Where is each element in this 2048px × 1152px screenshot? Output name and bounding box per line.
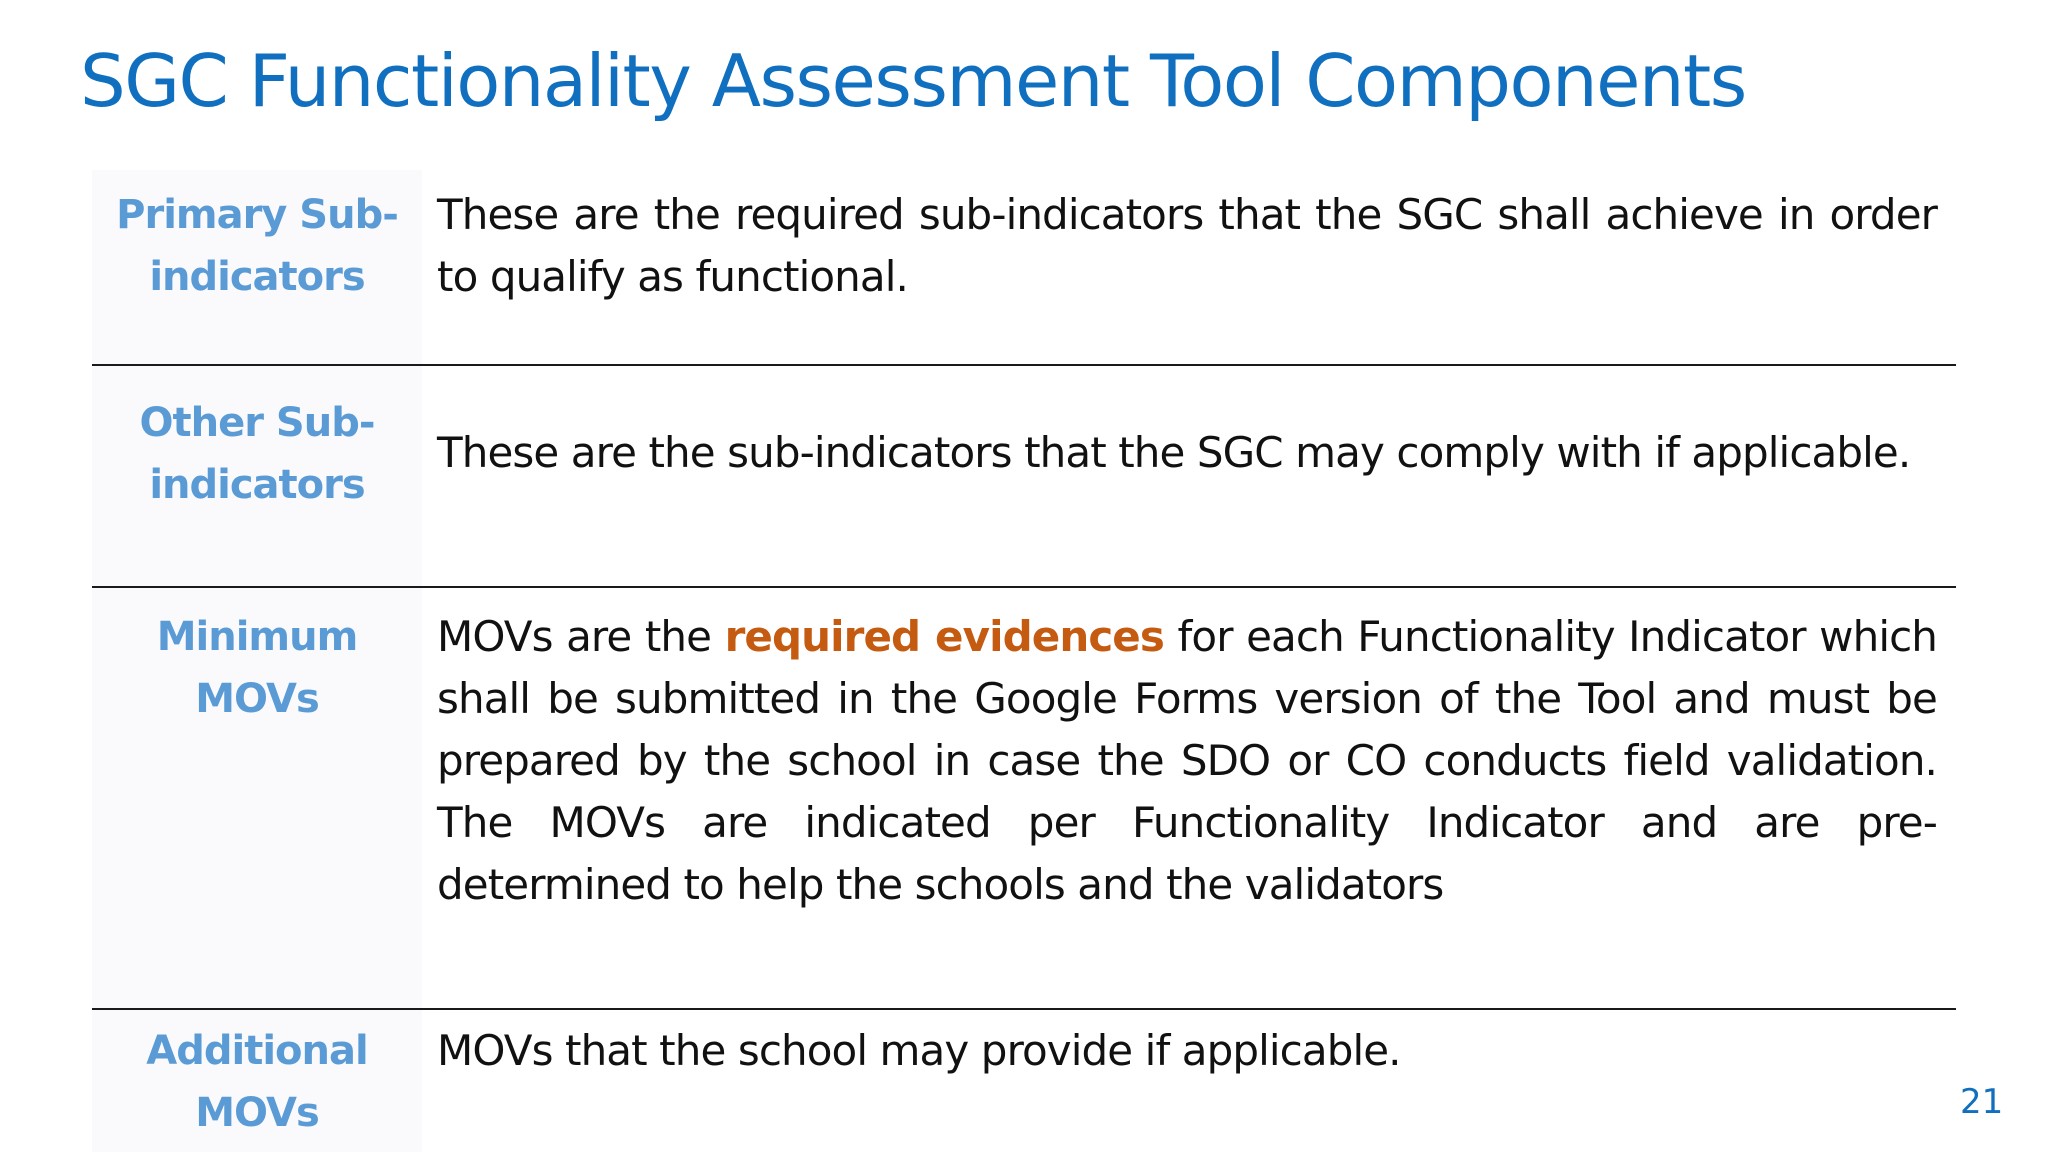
term-additional-movs: Additional MOVs — [146, 1028, 368, 1136]
term-minimum-movs: Minimum MOVs — [156, 614, 358, 722]
definition-minimum-movs — [437, 606, 1937, 916]
term-cell — [92, 170, 422, 364]
term-primary-sub-indicators: Primary Sub- indicators — [116, 192, 398, 300]
term-other-sub-indicators: Other Sub- indicators — [139, 400, 375, 508]
term-cell — [92, 366, 422, 586]
term-cell — [92, 588, 422, 1008]
component-row-primary-sub-indicators — [92, 170, 1956, 366]
definition-primary-sub-indicators: These are the required sub-indicators that the SGC shall achieve in order to qualify as functional. — [437, 190, 1937, 301]
slide-number: 21 — [1960, 1082, 2004, 1122]
slide-title: SGC Functionality Assessment Tool Components — [80, 39, 1746, 123]
definition-text: for each Functionality Indicator which shall be submitted in the Google Forms version of the Tool and must be prepared by the school in case the SDO or CO conducts field validation. The MOVs are indicated per Functionality Indicator and are pre-determined to help the schools and the validators — [437, 612, 1938, 909]
definition-other-sub-indicators: These are the sub-indicators that the SGC may comply with if applicable. — [437, 428, 1911, 477]
component-row-additional-movs — [92, 1010, 1956, 1152]
components-table — [92, 170, 1956, 1152]
definition-text: MOVs are the — [437, 612, 712, 661]
term-cell — [92, 1010, 422, 1152]
component-row-other-sub-indicators — [92, 366, 1956, 588]
definition-additional-movs: MOVs that the school may provide if applicable. — [437, 1026, 1401, 1075]
highlighted-phrase: required evidences — [724, 612, 1164, 661]
component-row-minimum-movs — [92, 588, 1956, 1010]
